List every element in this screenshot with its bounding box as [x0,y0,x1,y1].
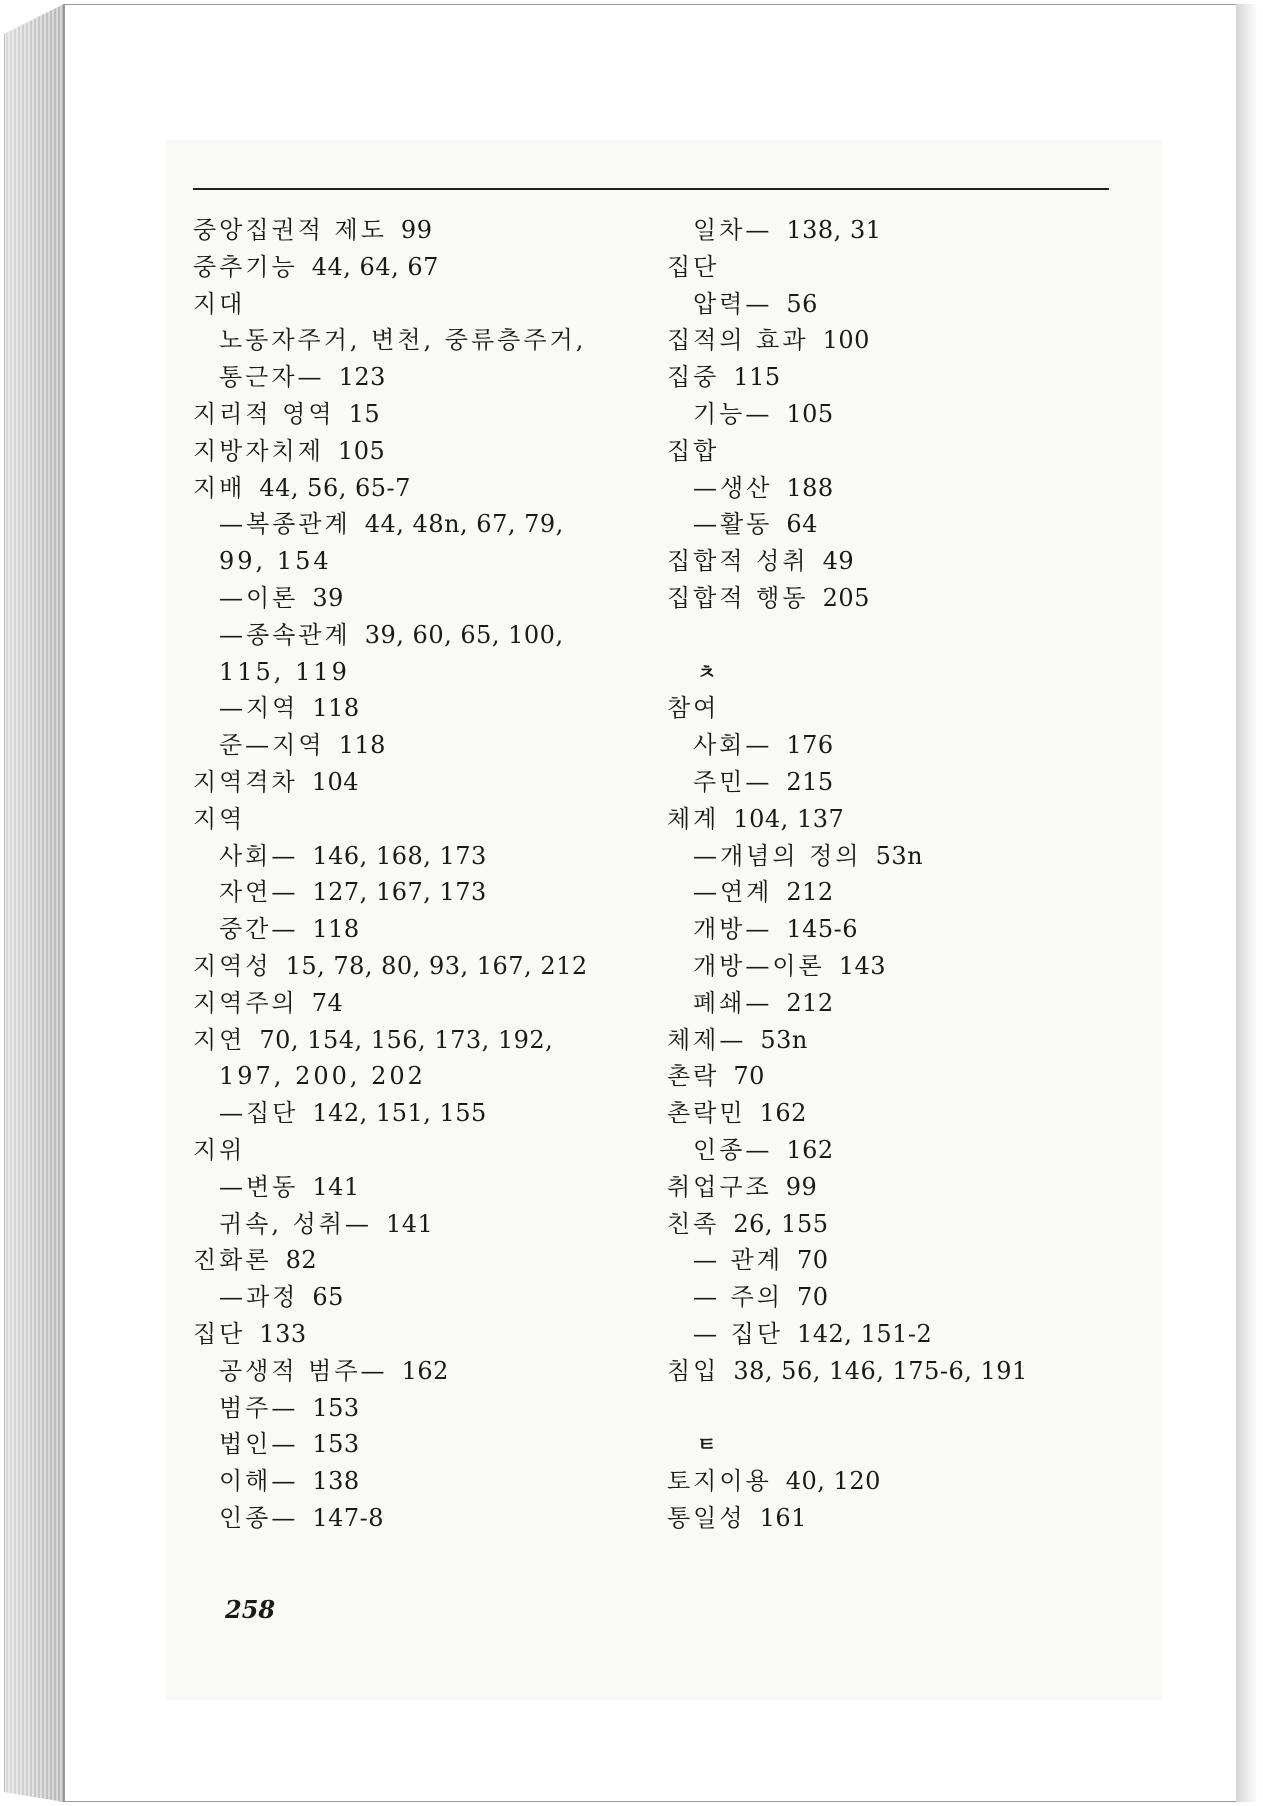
index-term: 지대 [193,289,246,318]
index-page-refs: 99 [400,216,433,244]
index-page-refs: 70, 154, 156, 173, 192, [259,1025,554,1054]
index-term: 노동자주거, 변천, 중류층주거, [219,326,587,355]
index-term: 개방—이론 [693,951,825,980]
index-entry [667,580,1107,617]
index-page-refs: 104 [311,767,360,796]
index-term: 일차— [693,216,773,244]
index-entry [193,470,633,507]
index-page-refs: 74 [311,988,344,1017]
index-entry [193,286,633,323]
index-subentry [193,690,633,727]
index-subentry [193,506,633,543]
index-page-refs: 70 [733,1062,765,1091]
index-section-letter: ㅌ [697,1432,717,1457]
index-subentry [193,911,633,948]
index-entry [193,985,633,1022]
index-term: 통일성 [667,1503,746,1532]
index-term: 폐쇄— [693,988,773,1017]
index-term: 집합적 성취 [667,547,809,576]
index-page-refs: 44, 64, 67 [311,252,439,281]
index-page-refs: 188 [786,473,834,502]
index-page-refs: 82 [285,1246,318,1275]
index-term: 촌락민 [667,1099,746,1128]
index-term: 지리적 영역 [193,399,335,428]
index-term: 체계 [667,804,720,833]
index-term: 인종— [693,1135,773,1164]
index-entry [667,359,1107,396]
index-section-letter: ㅊ [697,659,717,684]
index-entry [193,249,633,286]
index-page-refs: 118 [312,915,360,944]
index-subentry [193,1058,633,1095]
index-term: —종속관계 [219,620,351,649]
index-term: —이론 [219,583,299,612]
index-subentry [667,1316,1107,1353]
index-subentry [193,1169,633,1206]
index-term: 지배 [193,473,246,502]
index-entry [667,433,1107,470]
index-subentry [193,359,633,396]
index-subentry [667,1279,1107,1316]
index-page-refs: 118 [312,694,360,723]
index-page-refs: 141 [312,1172,360,1201]
index-entry [193,1242,633,1279]
index-term: 115, 119 [219,657,350,686]
index-page-refs: 115 [733,363,781,392]
index-entry [667,249,1107,286]
index-subentry [193,1390,633,1427]
index-term: 기능— [693,399,773,428]
index-term: 개방— [693,915,773,944]
index-term: 주민— [693,767,773,796]
index-page-refs: 212 [786,988,834,1017]
index-term: 진화론 [193,1246,272,1275]
index-page-refs: 44, 48n, 67, 79, [364,510,564,539]
index-entry [667,322,1107,359]
index-entry [667,1206,1107,1243]
index-page-refs: 153 [312,1430,360,1459]
index-term: 중앙집권적 제도 [193,216,387,244]
index-page-refs: 118 [338,731,386,760]
index-column-right [667,212,1107,1537]
index-term: 지방자치제 [193,436,324,465]
index-entry [667,690,1107,727]
index-term: 자연— [219,878,299,907]
index-page-refs: 142, 151-2 [797,1319,933,1348]
index-subentry [193,543,633,580]
index-term: — 주의 [693,1283,783,1312]
index-page-refs: 153 [312,1393,360,1422]
index-page-refs: 212 [786,878,834,907]
index-term: 체제— [667,1025,747,1054]
index-term: —개념의 정의 [693,841,862,870]
index-subentry [193,727,633,764]
index-subentry [193,1095,633,1132]
index-entry [667,1463,1107,1500]
index-term: 집중 [667,363,720,392]
index-entry [667,1500,1107,1537]
index-page-refs: 138, 31 [786,216,882,244]
index-subentry [193,1279,633,1316]
index-page-refs: 39 [312,583,344,612]
index-entry [193,212,633,249]
index-page-refs: 70 [797,1283,829,1312]
index-subentry [193,617,633,654]
index-page-refs: 105 [786,399,834,428]
index-term: 집단 [193,1319,246,1348]
index-subentry [667,506,1107,543]
index-subentry [667,470,1107,507]
index-subentry [667,764,1107,801]
index-term: 사회— [693,731,773,760]
index-entry [667,801,1107,838]
index-entry [667,1058,1107,1095]
index-page-refs: 162 [401,1356,449,1385]
index-term: —생산 [693,473,773,502]
index-term: 지연 [193,1025,246,1054]
index-term: 사회— [219,841,299,870]
index-entry [667,1022,1107,1059]
page-number: 258 [225,1595,276,1624]
index-term: 토지이용 [667,1467,772,1496]
index-term: 귀속, 성취— [219,1209,372,1238]
index-entry [193,801,633,838]
index-subentry [667,727,1107,764]
index-entry [667,543,1107,580]
index-page-refs: 64 [786,510,818,539]
index-page-refs: 141 [386,1209,434,1238]
index-entry [193,1132,633,1169]
index-term: 중간— [219,915,299,944]
index-page-refs: 143 [838,951,887,980]
index-term: 집단 [667,252,720,281]
index-term: —집단 [219,1099,299,1128]
index-term: 중추기능 [193,252,298,281]
index-term: 99, 154 [219,547,332,576]
index-subentry [193,1426,633,1463]
index-term: 집적의 효과 [667,326,809,355]
index-entry [193,948,633,985]
section-gap [667,617,1107,654]
index-page-refs: 15, 78, 80, 93, 167, 212 [285,951,588,980]
index-term: 지역격차 [193,767,298,796]
index-term: 침입 [667,1356,720,1385]
index-page-refs: 49 [822,547,855,576]
index-subentry [193,654,633,691]
index-page-refs: 15 [348,399,381,428]
index-page-refs: 215 [786,767,834,796]
index-subentry [193,1353,633,1390]
index-page-refs: 44, 56, 65-7 [259,473,411,502]
index-subentry [667,948,1107,985]
index-term: 통근자— [219,363,325,392]
index-page-refs: 105 [337,436,386,465]
index-entry [667,1353,1107,1390]
index-term: 지역성 [193,951,272,980]
page-edge-shadow [1236,4,1258,1802]
section-gap [667,1390,1107,1427]
index-entry [193,433,633,470]
index-term: 집합 [667,436,720,465]
index-page-refs: 123 [338,363,386,392]
index-page-refs: 161 [759,1503,807,1532]
index-subentry [193,838,633,875]
index-page-refs: 53n [760,1025,808,1054]
index-term: —변동 [219,1172,299,1201]
index-term: 촌락 [667,1062,720,1091]
index-page-refs: 205 [822,583,870,612]
index-subentry [193,1463,633,1500]
header-rule [193,188,1109,190]
index-page-refs: 142, 151, 155 [312,1099,487,1128]
index-subentry [667,212,1107,249]
index-page-refs: 145-6 [786,915,859,944]
index-subentry [193,874,633,911]
index-term: 참여 [667,694,720,723]
index-subentry [667,286,1107,323]
index-entry [193,1022,633,1059]
index-term: 취업구조 [667,1172,772,1201]
index-page-refs: 162 [786,1135,834,1164]
index-entry [667,1169,1107,1206]
index-page-refs: 138 [312,1467,360,1496]
index-page-refs: 26, 155 [733,1209,829,1238]
index-page-refs: 65 [312,1283,344,1312]
index-page-refs: 40, 120 [785,1467,881,1496]
index-page-refs: 104, 137 [733,804,845,833]
index-term: 인종— [219,1503,299,1532]
index-term: 지역주의 [193,988,298,1017]
index-term: 법인— [219,1430,299,1459]
index-term: 친족 [667,1209,720,1238]
index-page-refs: 56 [786,289,818,318]
index-page-refs: 100 [822,326,870,355]
index-subentry [667,911,1107,948]
index-page-refs: 162 [759,1099,807,1128]
index-subentry [193,580,633,617]
index-page-refs: 146, 168, 173 [312,841,487,870]
index-term: 준—지역 [219,731,325,760]
index-term: 197, 200, 202 [219,1062,426,1091]
index-page-refs: 176 [786,731,834,760]
index-page-refs: 39, 60, 65, 100, [364,620,564,649]
index-entry [667,1095,1107,1132]
index-term: 범주— [219,1393,299,1422]
index-term: — 관계 [693,1246,783,1275]
index-subentry [193,322,633,359]
index-subentry [667,396,1107,433]
index-term: 공생적 범주— [219,1356,388,1385]
index-page-refs: 53n [875,841,924,870]
index-subentry [667,838,1107,875]
index-page-refs: 70 [797,1246,829,1275]
index-term: — 집단 [693,1319,783,1348]
index-term: —연계 [693,878,773,907]
index-page-refs: 99 [785,1172,818,1201]
index-term: —활동 [693,510,773,539]
index-subentry [193,1500,633,1537]
index-entry [193,1316,633,1353]
index-page-refs: 147-8 [312,1503,385,1532]
index-entry [193,764,633,801]
index-term: 집합적 행동 [667,583,809,612]
index-column-left [193,212,633,1537]
index-term: 지역 [193,804,246,833]
index-entry [193,396,633,433]
index-term: 압력— [693,289,773,318]
index-term: —복종관계 [219,510,351,539]
index-subentry [193,1206,633,1243]
index-subentry [667,985,1107,1022]
index-subentry [667,1242,1107,1279]
index-subentry [667,1132,1107,1169]
index-subentry [667,874,1107,911]
index-term: 지위 [193,1135,246,1164]
index-term: —과정 [219,1283,299,1312]
index-term: 이해— [219,1467,299,1496]
index-page-refs: 133 [259,1319,307,1348]
book-spine-edge [4,4,64,1802]
index-term: —지역 [219,694,299,723]
index-page-refs: 127, 167, 173 [312,878,487,907]
index-page-refs: 38, 56, 146, 175-6, 191 [733,1356,1028,1385]
